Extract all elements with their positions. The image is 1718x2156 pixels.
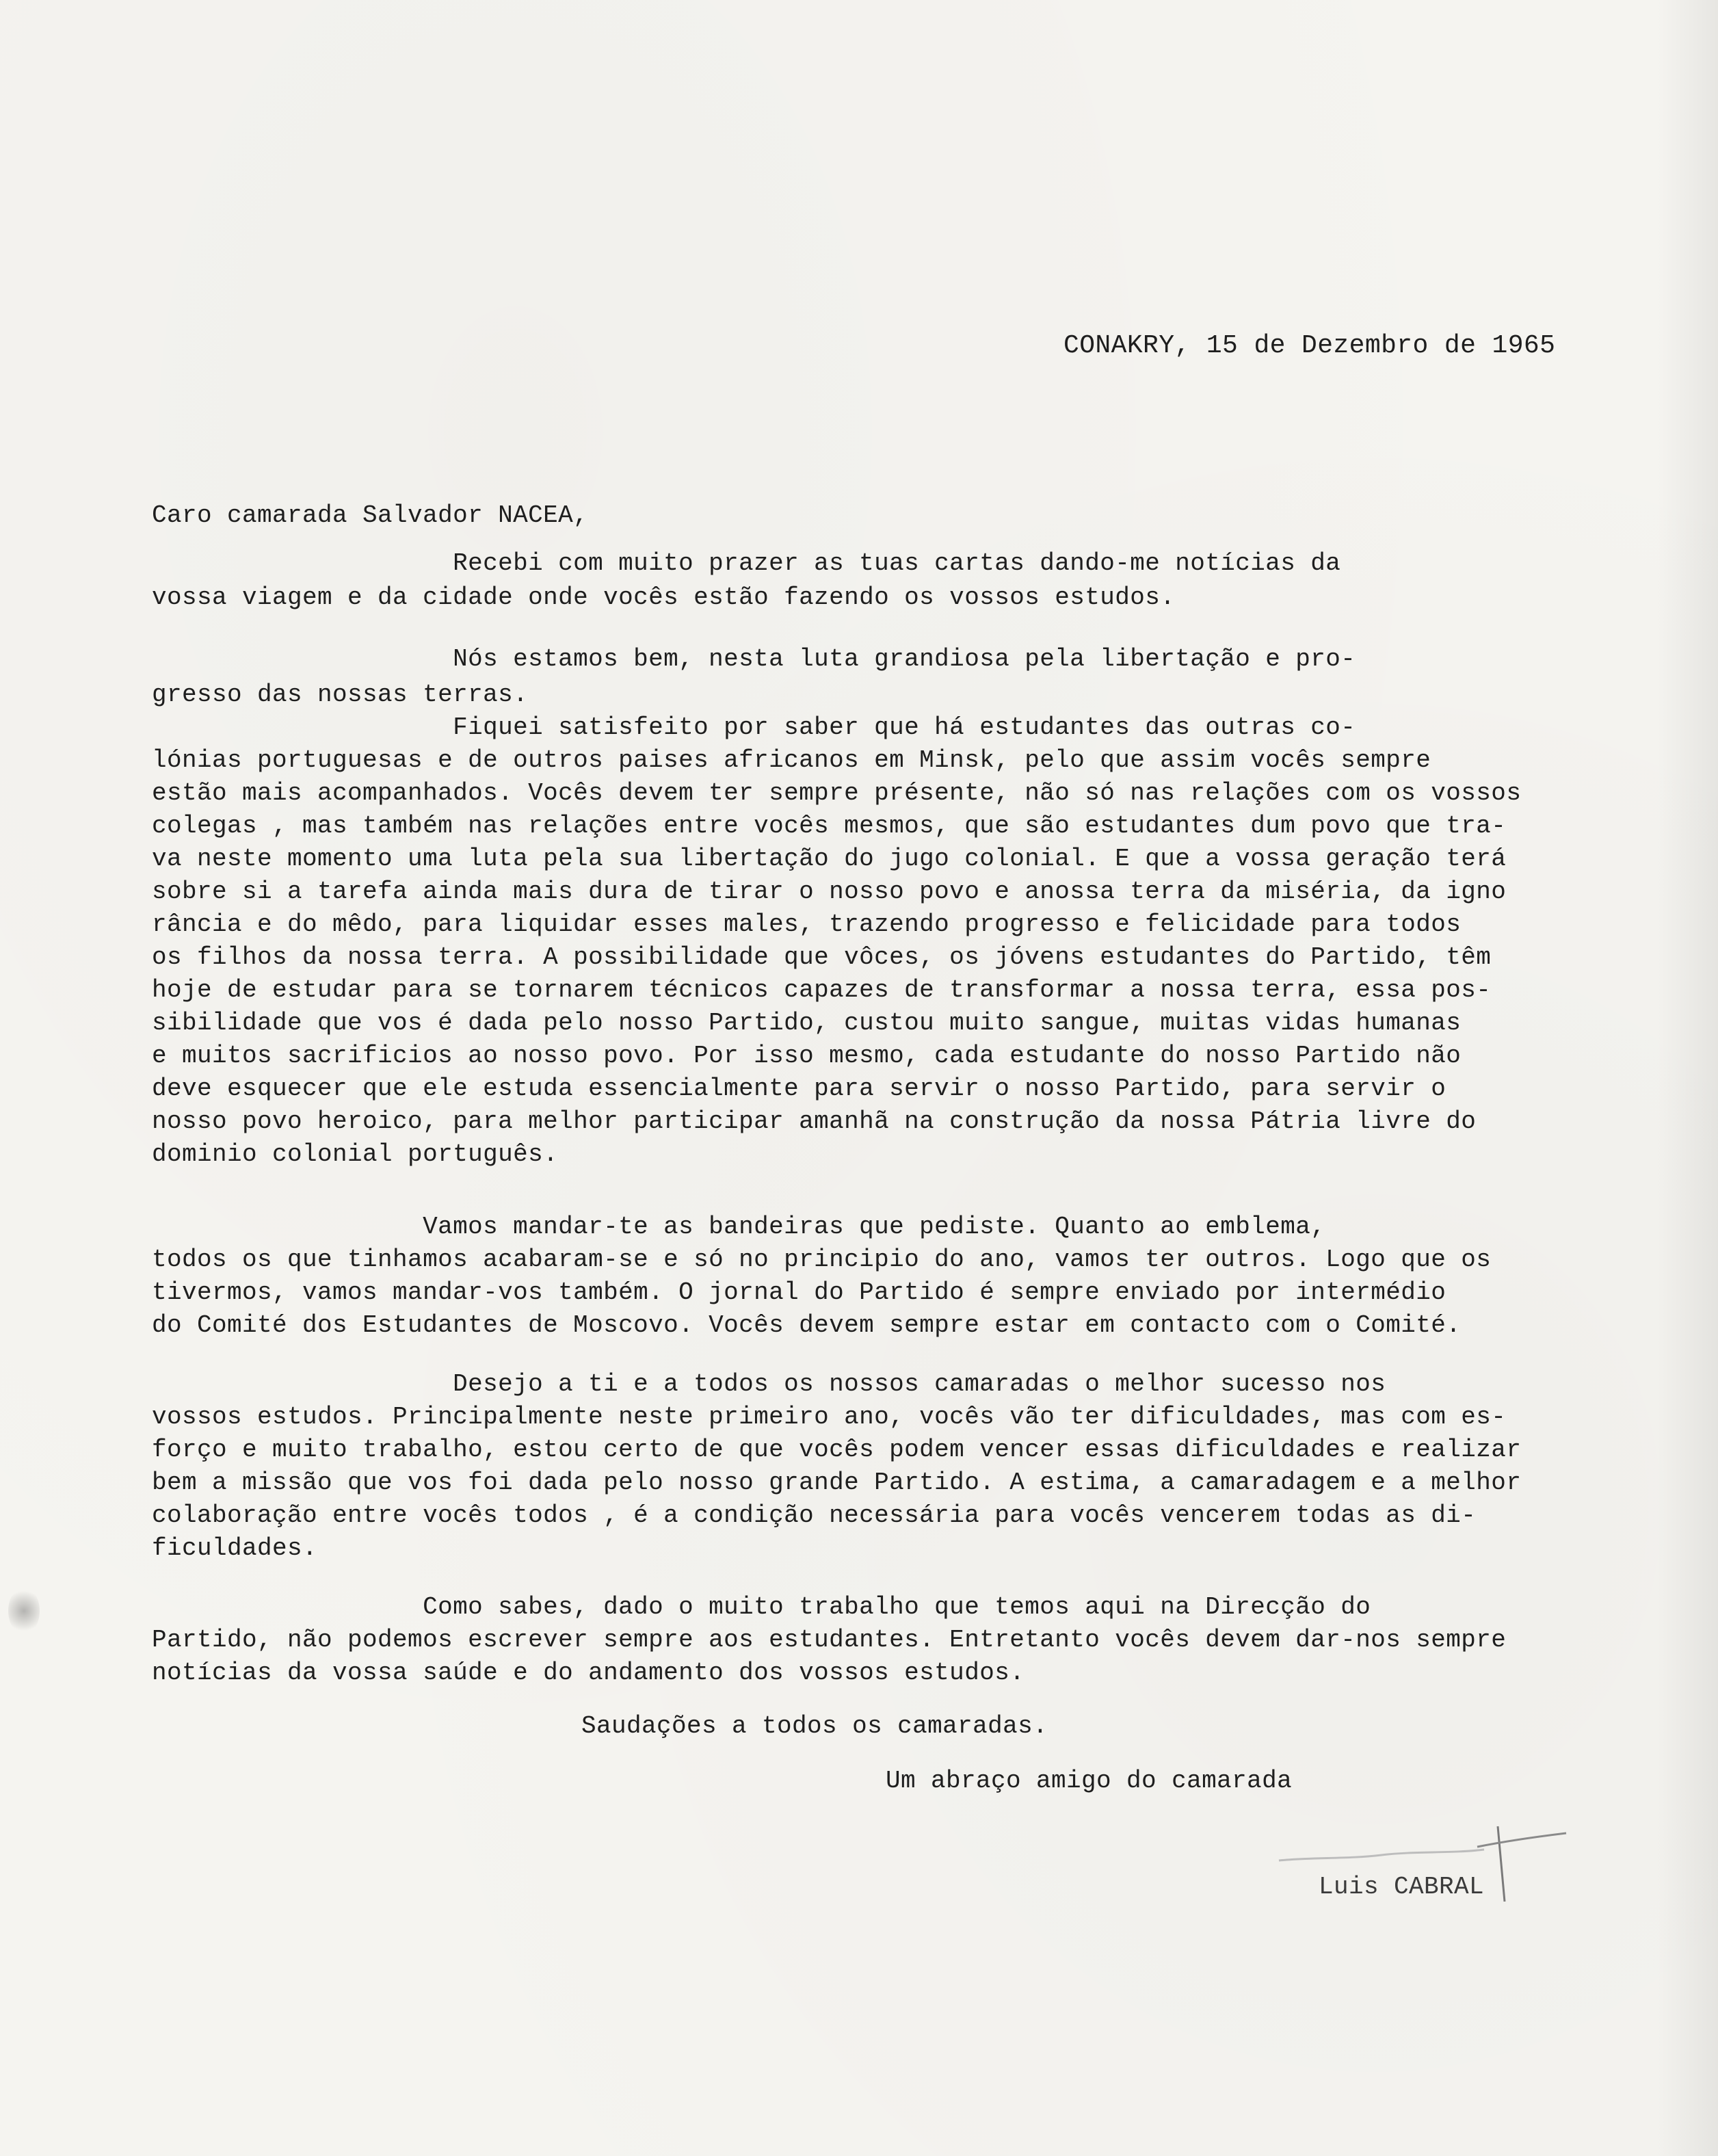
paragraph-3-line-3: estão mais acompanhados. Vocês devem ter sempre présente, não só nas relações com os vossos — [152, 779, 1522, 807]
greeting: Saudações a todos os camaradas. — [581, 1712, 1048, 1740]
paragraph-6-line-1: Como sabes, dado o muito trabalho que temos aqui na Direcção do — [152, 1593, 1371, 1621]
signature-name: Luis CABRAL — [1319, 1873, 1485, 1901]
paragraph-4-line-2: todos os que tinhamos acabaram-se e só no principio do ano, vamos ter outros. Logo que os — [152, 1246, 1492, 1274]
paragraph-5-line-6: ficuldades. — [152, 1534, 318, 1562]
paragraph-6-line-2: Partido, não podemos escrever sempre aos estudantes. Entretanto vocês devem dar-nos sempre — [152, 1626, 1507, 1654]
paragraph-5-line-4: bem a missão que vos foi dada pelo nosso grande Partido. A estima, a camaradagem e a melhor — [152, 1469, 1522, 1497]
paragraph-4-line-3: tivermos, vamos mandar-vos também. O jornal do Partido é sempre enviado por intermédio — [152, 1278, 1446, 1306]
paragraph-5-line-2: vossos estudos. Principalmente neste primeiro ano, vocês vão ter dificuldades, mas com es- — [152, 1403, 1507, 1431]
salutation: Caro camarada Salvador NACEA, — [152, 501, 589, 529]
paragraph-3-line-4: colegas , mas também nas relações entre vocês mesmos, que são estudantes dum povo que tra- — [152, 812, 1507, 840]
paragraph-4-line-1: Vamos mandar-te as bandeiras que pediste. Quanto ao emblema, — [152, 1213, 1326, 1241]
paragraph-5-line-1: Desejo a ti e a todos os nossos camaradas o melhor sucesso nos — [152, 1370, 1386, 1398]
closing-phrase: Um abraço amigo do camarada — [886, 1767, 1293, 1795]
paragraph-3-line-2: lónias portuguesas e de outros paises africanos em Minsk, pelo que assim vocês sempre — [152, 746, 1431, 774]
paragraph-3-line-13: nosso povo heroico, para melhor participar amanhã na construção da nossa Pátria livre do — [152, 1107, 1477, 1135]
paragraph-3-line-1: Fiquei satisfeito por saber que há estudantes das outras co- — [152, 713, 1356, 741]
paragraph-1-line-2: vossa viagem e da cidade onde vocês estão fazendo os vossos estudos. — [152, 583, 1176, 612]
paragraph-3-line-10: sibilidade que vos é dada pelo nosso Partido, custou muito sangue, muitas vidas humanas — [152, 1009, 1462, 1037]
paragraph-2-line-2: gresso das nossas terras. — [152, 681, 529, 709]
paragraph-5-line-5: colaboração entre vocês todos , é a condição necessária para vocês vencerem todas as di- — [152, 1501, 1477, 1529]
paragraph-6-line-3: notícias da vossa saúde e do andamento dos vossos estudos. — [152, 1659, 1025, 1687]
scan-edge-shadow — [1656, 0, 1718, 2156]
paragraph-4-line-4: do Comité dos Estudantes de Moscovo. Vocês devem sempre estar em contacto com o Comité. — [152, 1311, 1462, 1339]
paragraph-5-line-3: forço e muito trabalho, estou certo de que vocês podem vencer essas dificuldades e realizar — [152, 1436, 1522, 1464]
paragraph-3-line-6: sobre si a tarefa ainda mais dura de tirar o nosso povo e anossa terra da miséria, da igno — [152, 878, 1507, 906]
letter-date: CONAKRY, 15 de Dezembro de 1965 — [1063, 331, 1556, 360]
paragraph-3-line-12: deve esquecer que ele estuda essencialmente para servir o nosso Partido, para servir o — [152, 1075, 1446, 1103]
paragraph-3-line-8: os filhos da nossa terra. A possibilidade que vôces, os jóvens estudantes do Partido, têm — [152, 943, 1492, 971]
ink-blot — [8, 1587, 40, 1635]
paragraph-1-line-1: Recebi com muito prazer as tuas cartas dando-me notícias da — [152, 549, 1341, 577]
paragraph-3-line-7: rância e do mêdo, para liquidar esses males, trazendo progresso e felicidade para todos — [152, 910, 1462, 938]
paragraph-3-line-11: e muitos sacrificios ao nosso povo. Por isso mesmo, cada estudante do nosso Partido não — [152, 1042, 1462, 1070]
paragraph-3-line-9: hoje de estudar para se tornarem técnicos capazes de transformar a nossa terra, essa pos- — [152, 976, 1492, 1004]
paragraph-2-line-1: Nós estamos bem, nesta luta grandiosa pela libertação e pro- — [152, 645, 1356, 673]
paragraph-3-line-14: dominio colonial português. — [152, 1140, 559, 1168]
paragraph-3-line-5: va neste momento uma luta pela sua libertação do jugo colonial. E que a vossa geração terá — [152, 845, 1507, 873]
